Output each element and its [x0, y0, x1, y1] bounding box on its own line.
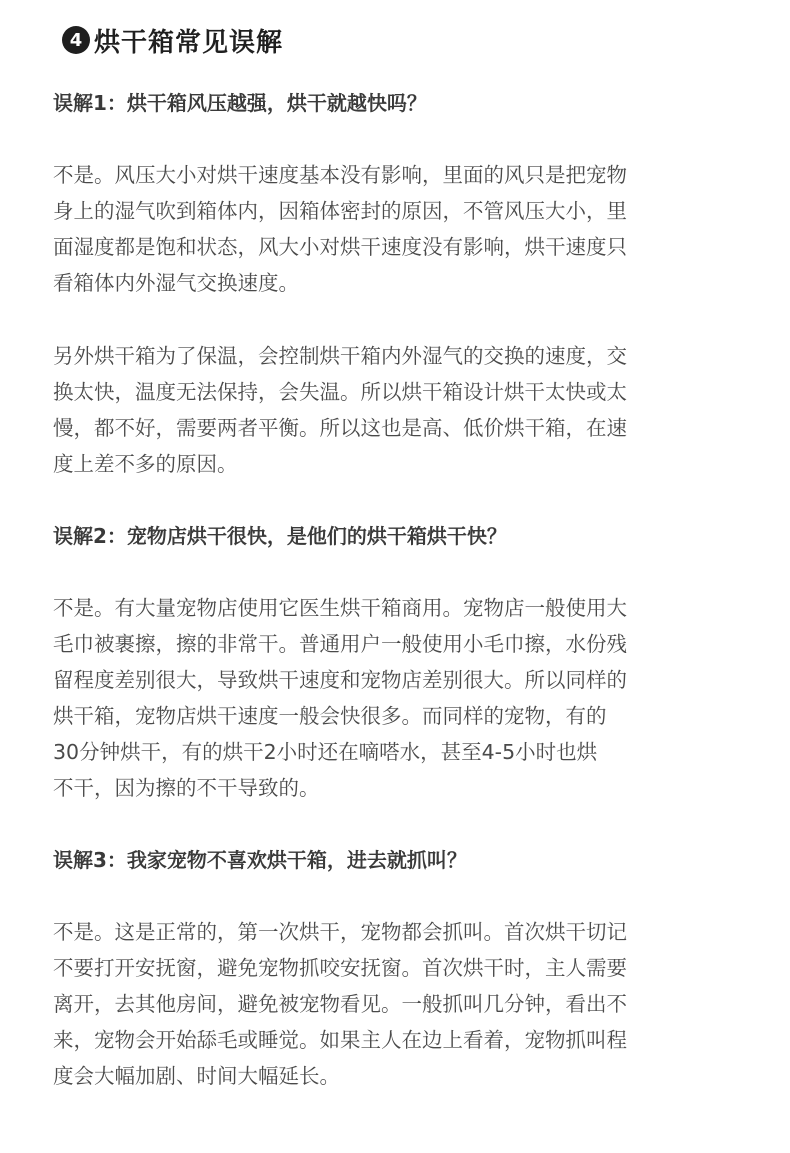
text-line: 看箱体内外湿气交换速度。: [53, 271, 299, 295]
text-line: 30分钟烘干，有的烘干2小时还在嘀嗒水，甚至4-5小时也烘: [53, 740, 598, 764]
text-line: 不要打开安抚窗，避免宠物抓咬安抚窗。首次烘干时，主人需要: [53, 956, 627, 980]
section-number-badge: 4: [62, 26, 90, 54]
text-line: 不是。这是正常的，第一次烘干，宠物都会抓叫。首次烘干切记: [53, 920, 627, 944]
section-heading: [62, 20, 283, 60]
text-line: 另外烘干箱为了保温，会控制烘干箱内外湿气的交换的速度，交: [53, 344, 627, 368]
text-line: 毛巾被裹擦，擦的非常干。普通用户一般使用小毛巾擦，水份残: [53, 632, 627, 656]
text-line: 换太快，温度无法保持，会失温。所以烘干箱设计烘干太快或太: [53, 380, 627, 404]
text-line: 来，宠物会开始舔毛或睡觉。如果主人在边上看着，宠物抓叫程: [53, 1028, 627, 1052]
text-line: 身上的湿气吹到箱体内，因箱体密封的原因，不管风压大小，里: [53, 199, 627, 223]
misconception-2-question: 误解2：宠物店烘干很快，是他们的烘干箱烘干快？: [53, 524, 507, 548]
text-line: 烘干箱，宠物店烘干速度一般会快很多。而同样的宠物，有的: [53, 704, 607, 728]
misconception-3-question: 误解3：我家宠物不喜欢烘干箱，进去就抓叫？: [53, 848, 467, 872]
text-line: 不是。风压大小对烘干速度基本没有影响，里面的风只是把宠物: [53, 163, 627, 187]
text-line: 度上差不多的原因。: [53, 452, 238, 476]
misconception-1-question: 误解1：烘干箱风压越强，烘干就越快吗？: [53, 91, 427, 115]
misconception-1-answer-paragraph-2: [53, 338, 743, 482]
text-line: 面湿度都是饱和状态，风大小对烘干速度没有影响，烘干速度只: [53, 235, 627, 259]
text-line: 慢，都不好，需要两者平衡。所以这也是高、低价烘干箱，在速: [53, 416, 627, 440]
misconception-1-answer-paragraph-1: [53, 157, 743, 301]
text-line: 离开，去其他房间，避免被宠物看见。一般抓叫几分钟，看出不: [53, 992, 627, 1016]
section-title: 烘干箱常见误解: [94, 27, 284, 58]
text-line: 不是。有大量宠物店使用它医生烘干箱商用。宠物店一般使用大: [53, 596, 627, 620]
misconception-3-answer-paragraph-1: [53, 914, 743, 1094]
misconception-2-answer-paragraph-1: [53, 590, 743, 806]
text-line: 留程度差别很大，导致烘干速度和宠物店差别很大。所以同样的: [53, 668, 627, 692]
text-line: 不干，因为擦的不干导致的。: [53, 776, 320, 800]
text-line: 度会大幅加剧、时间大幅延长。: [53, 1064, 340, 1088]
